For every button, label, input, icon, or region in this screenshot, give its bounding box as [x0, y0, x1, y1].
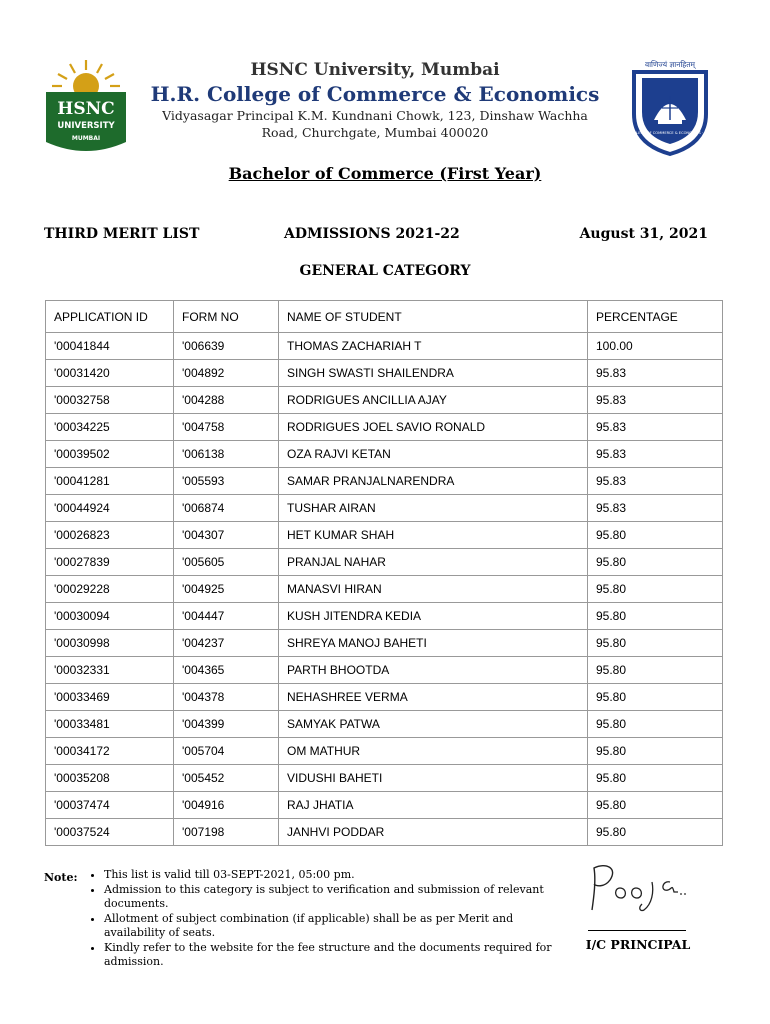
- percentage-cell: 95.80: [588, 603, 723, 630]
- merit-table: [45, 300, 723, 846]
- percentage-cell: 95.80: [588, 522, 723, 549]
- crest-motto: वाणिज्यं ज्ञानहितम्: [644, 60, 696, 69]
- form-no-cell: '004925: [174, 576, 279, 603]
- college-name: H.R. College of Commerce & Economics: [150, 82, 600, 106]
- percentage-cell: 95.80: [588, 630, 723, 657]
- percentage-cell: 95.83: [588, 441, 723, 468]
- percentage-cell: 95.83: [588, 360, 723, 387]
- percentage-cell: 95.80: [588, 549, 723, 576]
- table-row: [46, 360, 723, 387]
- table-body: [46, 333, 723, 846]
- percentage-cell: 95.80: [588, 819, 723, 846]
- address-line-1: Vidyasagar Principal K.M. Kundnani Chowk, 123, Dinshaw Wachha: [162, 108, 588, 123]
- percentage-cell: 95.80: [588, 792, 723, 819]
- application-id-cell: '00034172: [46, 738, 174, 765]
- table-header-row: [46, 301, 723, 333]
- percentage-cell: 95.80: [588, 576, 723, 603]
- application-id-cell: '00037524: [46, 819, 174, 846]
- signature-line: [588, 930, 686, 931]
- form-no-cell: '004399: [174, 711, 279, 738]
- application-id-cell: '00031420: [46, 360, 174, 387]
- student-name-cell: HET KUMAR SHAH: [279, 522, 588, 549]
- percentage-cell: 100.00: [588, 333, 723, 360]
- student-name-cell: RAJ JHATIA: [279, 792, 588, 819]
- application-id-cell: '00037474: [46, 792, 174, 819]
- application-id-cell: '00044924: [46, 495, 174, 522]
- table-row: [46, 603, 723, 630]
- application-id-cell: '00030998: [46, 630, 174, 657]
- logo-bottom-text: MUMBAI: [71, 135, 101, 142]
- table-row: [46, 684, 723, 711]
- percentage-cell: 95.83: [588, 495, 723, 522]
- table-row: [46, 711, 723, 738]
- logo-top-text: HSNC: [57, 99, 115, 119]
- table-row: [46, 738, 723, 765]
- student-name-cell: RODRIGUES JOEL SAVIO RONALD: [279, 414, 588, 441]
- application-id-cell: '00027839: [46, 549, 174, 576]
- application-id-cell: '00039502: [46, 441, 174, 468]
- student-name-cell: KUSH JITENDRA KEDIA: [279, 603, 588, 630]
- student-name-cell: OM MATHUR: [279, 738, 588, 765]
- form-no-cell: '005593: [174, 468, 279, 495]
- student-name-cell: MANASVI HIRAN: [279, 576, 588, 603]
- principal-title: I/C PRINCIPAL: [585, 937, 691, 952]
- student-name-cell: RODRIGUES ANCILLIA AJAY: [279, 387, 588, 414]
- table-row: [46, 657, 723, 684]
- course-title: Bachelor of Commerce (First Year): [228, 164, 542, 183]
- merit-list-label: THIRD MERIT LIST: [44, 226, 200, 242]
- student-name-cell: JANHVI PODDAR: [279, 819, 588, 846]
- percentage-cell: 95.80: [588, 711, 723, 738]
- percentage-cell: 95.80: [588, 765, 723, 792]
- address-line-2: Road, Churchgate, Mumbai 400020: [261, 125, 489, 140]
- form-no-cell: '004892: [174, 360, 279, 387]
- form-no-cell: '005452: [174, 765, 279, 792]
- table-row: [46, 576, 723, 603]
- percentage-cell: 95.83: [588, 387, 723, 414]
- notes-list: [90, 868, 562, 970]
- column-header: PERCENTAGE: [588, 301, 723, 333]
- admissions-label: ADMISSIONS 2021-22: [284, 226, 460, 242]
- table-row: [46, 765, 723, 792]
- application-id-cell: '00041844: [46, 333, 174, 360]
- column-header: APPLICATION ID: [46, 301, 174, 333]
- application-id-cell: '00034225: [46, 414, 174, 441]
- column-header: NAME OF STUDENT: [279, 301, 588, 333]
- percentage-cell: 95.80: [588, 738, 723, 765]
- percentage-cell: 95.83: [588, 468, 723, 495]
- student-name-cell: PRANJAL NAHAR: [279, 549, 588, 576]
- table-row: [46, 414, 723, 441]
- form-no-cell: '006138: [174, 441, 279, 468]
- note-item: • Allotment of subject combination (if applicable) shall be as per Merit and availability of seats.: [104, 912, 562, 941]
- student-name-cell: SHREYA MANOJ BAHETI: [279, 630, 588, 657]
- percentage-cell: 95.80: [588, 657, 723, 684]
- student-name-cell: SAMAR PRANJALNARENDRA: [279, 468, 588, 495]
- table-row: [46, 468, 723, 495]
- student-name-cell: THOMAS ZACHARIAH T: [279, 333, 588, 360]
- form-no-cell: '004288: [174, 387, 279, 414]
- note-item: • Admission to this category is subject to verification and submission of relevant documents.: [104, 883, 562, 912]
- application-id-cell: '00033481: [46, 711, 174, 738]
- university-name: HSNC University, Mumbai: [250, 60, 500, 80]
- application-id-cell: '00030094: [46, 603, 174, 630]
- percentage-cell: 95.83: [588, 414, 723, 441]
- application-id-cell: '00035208: [46, 765, 174, 792]
- form-no-cell: '006639: [174, 333, 279, 360]
- student-name-cell: OZA RAJVI KETAN: [279, 441, 588, 468]
- application-id-cell: '00032758: [46, 387, 174, 414]
- form-no-cell: '004758: [174, 414, 279, 441]
- form-no-cell: '004307: [174, 522, 279, 549]
- table-row: [46, 495, 723, 522]
- note-item: • This list is valid till 03-SEPT-2021, 05:00 pm.: [104, 868, 562, 883]
- student-name-cell: TUSHAR AIRAN: [279, 495, 588, 522]
- student-name-cell: SAMYAK PATWA: [279, 711, 588, 738]
- student-name-cell: SINGH SWASTI SHAILENDRA: [279, 360, 588, 387]
- college-crest-logo: [620, 58, 720, 158]
- table-row: [46, 441, 723, 468]
- table-row: [46, 630, 723, 657]
- form-no-cell: '004237: [174, 630, 279, 657]
- student-name-cell: VIDUSHI BAHETI: [279, 765, 588, 792]
- table-row: [46, 522, 723, 549]
- principal-signature: [580, 858, 690, 918]
- note-label: Note:: [44, 871, 78, 884]
- table-row: [46, 333, 723, 360]
- form-no-cell: '007198: [174, 819, 279, 846]
- note-item: • Kindly refer to the website for the fee structure and the documents required for admission.: [104, 941, 562, 970]
- student-name-cell: NEHASHREE VERMA: [279, 684, 588, 711]
- category-heading: GENERAL CATEGORY: [299, 263, 471, 279]
- application-id-cell: '00041281: [46, 468, 174, 495]
- application-id-cell: '00033469: [46, 684, 174, 711]
- table-row: [46, 549, 723, 576]
- form-no-cell: '004916: [174, 792, 279, 819]
- table-row: [46, 819, 723, 846]
- list-date: August 31, 2021: [579, 226, 708, 242]
- crest-ring-text: H.R. COLLEGE OF COMMERCE & ECONOMICS · BOMBAY: [620, 131, 720, 135]
- form-no-cell: '004378: [174, 684, 279, 711]
- column-header: FORM NO: [174, 301, 279, 333]
- form-no-cell: '005704: [174, 738, 279, 765]
- form-no-cell: '004447: [174, 603, 279, 630]
- application-id-cell: '00032331: [46, 657, 174, 684]
- table-row: [46, 792, 723, 819]
- percentage-cell: 95.80: [588, 684, 723, 711]
- application-id-cell: '00026823: [46, 522, 174, 549]
- student-name-cell: PARTH BHOOTDA: [279, 657, 588, 684]
- form-no-cell: '004365: [174, 657, 279, 684]
- form-no-cell: '006874: [174, 495, 279, 522]
- hsnc-university-logo: [40, 56, 132, 160]
- form-no-cell: '005605: [174, 549, 279, 576]
- logo-middle-text: UNIVERSITY: [57, 121, 115, 131]
- table-row: [46, 387, 723, 414]
- application-id-cell: '00029228: [46, 576, 174, 603]
